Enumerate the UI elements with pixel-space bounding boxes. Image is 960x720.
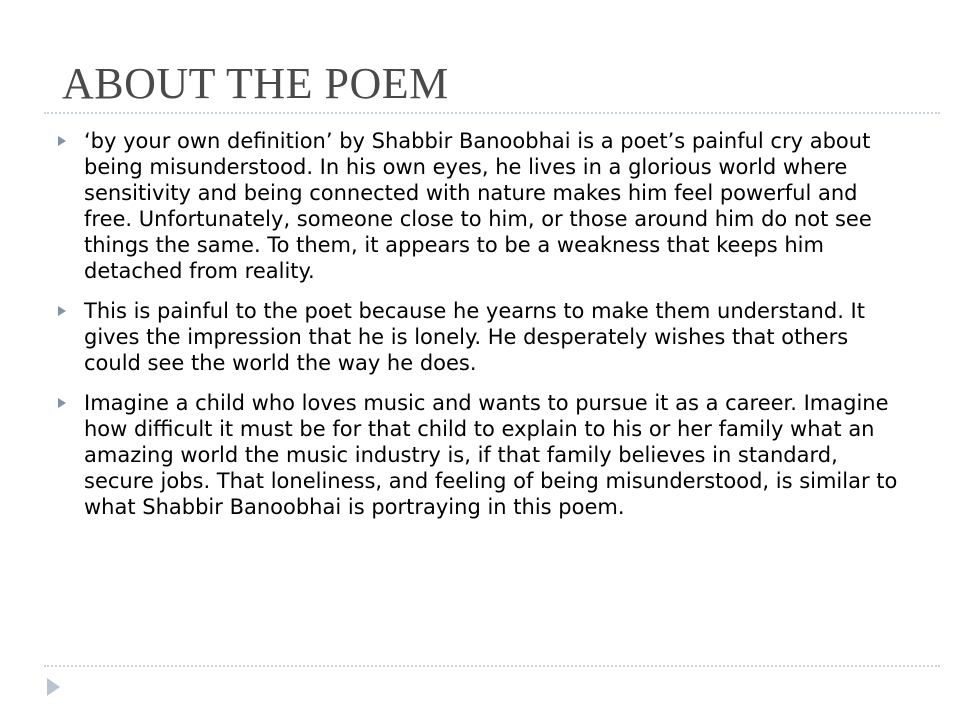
triangle-right-icon — [58, 306, 66, 316]
bullet-text: This is painful to the poet because he yearns to make them understand. It gives the impression that he is lonely. He desperately wishes that others could see the world the way he does. — [84, 299, 865, 375]
triangle-right-icon — [58, 136, 66, 146]
bullet-list — [58, 128, 908, 534]
slide-title: ABOUT THE POEM — [62, 59, 449, 108]
bullet-item — [58, 390, 908, 520]
bullet-item — [58, 128, 908, 284]
title-divider — [44, 112, 940, 114]
triangle-right-icon — [58, 398, 66, 408]
footer-divider — [44, 665, 940, 667]
play-triangle-icon[interactable] — [47, 678, 60, 696]
bullet-text: Imagine a child who loves music and wants to pursue it as a career. Imagine how difficult it must be for that child to explain to his or her family what an amazing world the music industry is, if that family believes in standard, secure jobs. That loneliness, and feeling of being misunderstood, is similar to what Shabbir Banoobhai is portraying in this poem. — [84, 391, 898, 519]
bullet-text: ‘by your own definition’ by Shabbir Banoobhai is a poet’s painful cry about being misunderstood. In his own eyes, he lives in a glorious world where sensitivity and being connected with nature makes him feel powerful and free. Unfortunately, someone close to him, or those around him do not see things the same. To them, it appears to be a weakness that keeps him detached from reality. — [84, 129, 872, 283]
bullet-item — [58, 298, 908, 376]
